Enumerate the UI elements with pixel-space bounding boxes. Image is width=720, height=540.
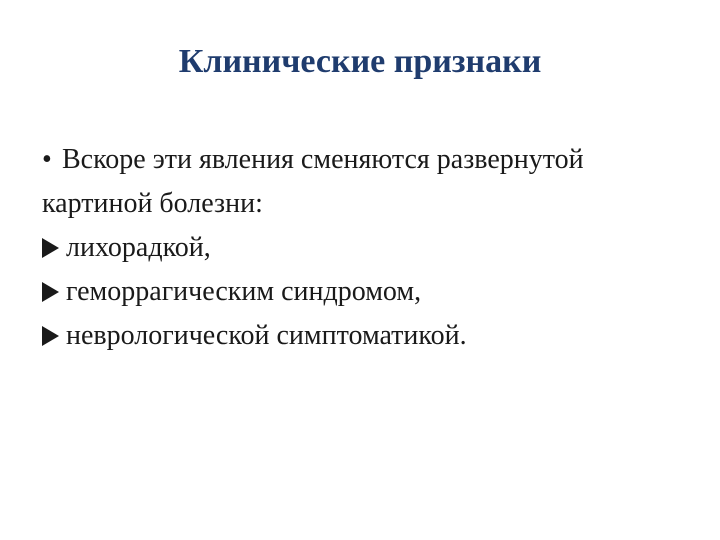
intro-continuation-line — [42, 182, 702, 226]
slide-body — [42, 138, 702, 358]
arrow-right-icon — [42, 238, 59, 258]
slide-title: Клинические признаки — [178, 43, 542, 80]
intro-text-line1: Вскоре эти явления сменяются развернутой — [62, 144, 584, 175]
list-item — [42, 270, 702, 314]
arrow-right-icon — [42, 282, 59, 302]
bullet-dot-icon: • — [42, 144, 52, 175]
intro-bullet-line — [42, 138, 702, 182]
list-item — [42, 314, 702, 358]
list-item-text: геморрагическим синдромом, — [66, 276, 422, 307]
list-item-text: лихорадкой, — [66, 232, 211, 263]
list-item — [42, 226, 702, 270]
arrow-right-icon — [42, 326, 59, 346]
intro-text-line2: картиной болезни: — [42, 188, 263, 219]
list-item-text: неврологической симптоматикой. — [66, 320, 467, 351]
